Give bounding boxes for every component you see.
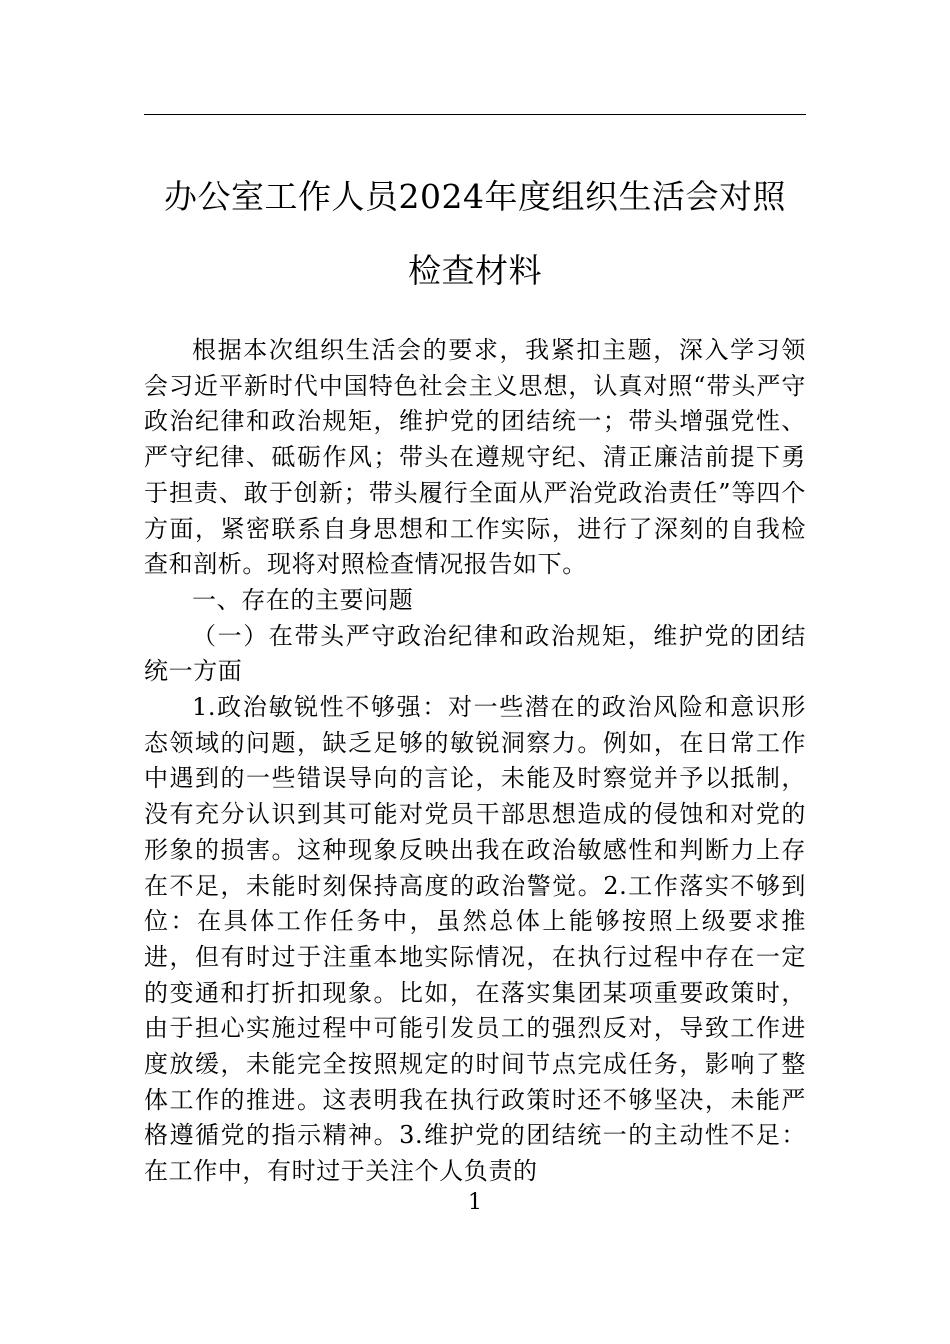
title-line-1: 办公室工作人员2024年度组织生活会对照 [164,177,786,216]
intro-paragraph: 根据本次组织生活会的要求，我紧扣主题，深入学习领会习近平新时代中国特色社会主义思想，认真对照“带头严守政治纪律和政治规矩，维护党的团结统一；带头增强党性、严守纪律、砥砺作风；带头在遵规守纪、清正廉洁前提下勇于担责、敢于创新；带头履行全面从严治党政治责任”等四个方面，紧密联系自身思想和工作实际，进行了深刻的自我检查和剖析。现将对照检查情况报告如下。 [144,336,806,579]
page-number: 1 [468,1190,482,1215]
subsection-heading: （一）在带头严守政治纪律和政治规矩，维护党的团结统一方面 [144,621,806,686]
document-body [144,333,806,1190]
title-line-2: 检查材料 [408,251,542,290]
document-title [144,160,806,308]
header-rule [144,114,806,115]
body-paragraph: 1.政治敏锐性不够强：对一些潜在的政治风险和意识形态领域的问题，缺乏足够的敏锐洞察力。例如，在日常工作中遇到的一些错误导向的言论，未能及时察觉并予以抵制，没有充分认识到其可能对党员干部思想造成的侵蚀和对党的形象的损害。这种现象反映出我在政治敏感性和判断力上存在不足，未能时刻保持高度的政治警觉。2.工作落实不够到位：在具体工作任务中，虽然总体上能够按照上级要求推进，但有时过于注重本地实际情况，在执行过程中存在一定的变通和打折扣现象。比如，在落实集团某项重要政策时，由于担心实施过程中可能引发员工的强烈反对，导致工作进度放缓，未能完全按照规定的时间节点完成任务，影响了整体工作的推进。这表明我在执行政策时还不够坚决，未能严格遵循党的指示精神。3.维护党的团结统一的主动性不足：在工作中，有时过于关注个人负责的 [144,693,806,1186]
section-heading: 一、存在的主要问题 [192,585,414,614]
